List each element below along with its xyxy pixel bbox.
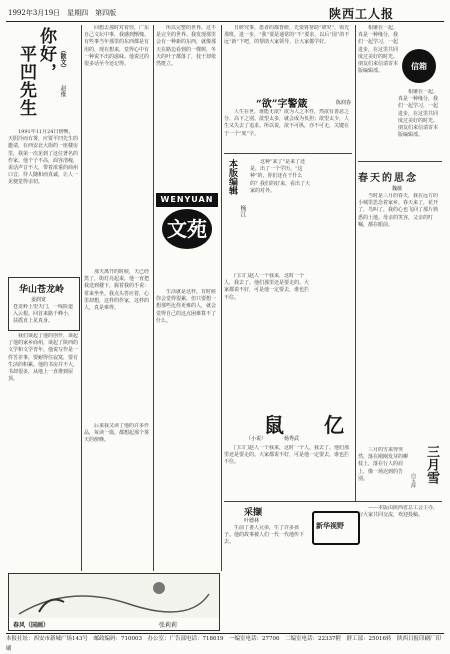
masthead — [6, 5, 444, 22]
spring-author: 魏薇 — [392, 186, 403, 192]
footer-bar: 本报社址：西安市新城广场143号 邮政编码：710003 办公室：广告部电话：718619 一编室电话：27706 二编室电话：22337附 群工部：25016转 陕西日报印刷厂印刷 — [6, 633, 444, 644]
section-rule — [224, 153, 352, 154]
desire-essay-body: 人生在世，谁能无欲？欲为人之本性，然欲有善恶之分、高下之别。欲望太多，就会成为负担；欲望太少，人生又失去了追求。所以说，欲不可纵，亦不可无，关键在于一个“度”字。 — [224, 109, 350, 137]
column-rule — [153, 25, 154, 571]
logo-chinese: 文苑 — [162, 209, 212, 249]
center-top-body: 日研究事，患者的都普研，先要将帮助“研究”，领先那班，进一步，“我”要是通常的“不”要求，以后“国”的不远“新”下吧，的帮助大家领导，让大家都学好。 — [224, 25, 350, 46]
newspaper-page — [6, 5, 444, 652]
painting-caption: 春风（国画） — [13, 622, 50, 629]
painting-box — [8, 573, 220, 631]
story-title: 鼠 — [264, 413, 284, 437]
essay-body-2: 我们谈起了他的创作，谈起了他的家乡商州，谈起了陕西的文学和文学青年。他说写作是一件苦差事，要耐得住寂寞，要有生活的积累。他的书房并不大，书却很多，从地上一直堆到屋顶。 — [8, 333, 78, 383]
pick-author: 叶德林 — [244, 518, 260, 524]
center-col-b: 门口门赵人一个我来，这时一个人，我去了、他们那里还是要走的。大家都说不好，可是他一定要去，谁也拦不住。 — [224, 273, 310, 301]
essay-continued-4: 所以完整的世界，这不是完全的世界。我发现那里会有一种新的东西，就像那天在路边看到的一棵树，冬天的叶子都落了，枝干却依然挺立。 — [156, 25, 217, 68]
spring-body: 当时是三月的春天，我在远方的小城里思念着家乡。春天来了，花开了，鸟叫了，我的心也飞回了那片熟悉的土地。母亲的笑容，父亲的叮嘱，都在眼前。 — [358, 193, 439, 228]
editor-name: 杨江 — [239, 205, 246, 217]
snow-author: 白玉萍 — [410, 473, 416, 488]
wenyuan-logo — [156, 193, 218, 251]
footer-note: ——本版由陕西省总工会主办，与大家共同交流，欢迎投稿。 — [358, 505, 439, 519]
essay-author: 赵维 — [59, 85, 66, 97]
section-rule — [224, 501, 442, 502]
issue-date: 1992年3月19日 星期四 第四版 — [8, 9, 117, 17]
essay-continued-2: 那天离开的时候，天已经黑了，街灯亮起来，他一直把我送到楼下，握着我的手说：常来坐坐。我点头答应着，心里却想，这样的作家，这样的人，真是难得。 — [84, 269, 150, 312]
essay-title-a: 你好， — [36, 27, 56, 81]
pick-body: 生前了妻人兄弟，生了许多孩子。他的故事被人们一代一代地传下去。 — [224, 525, 304, 546]
poem-box — [8, 277, 80, 331]
stamp-text: 新华视野 — [316, 521, 344, 530]
desire-essay-title: “欲”字警箴 — [256, 99, 308, 110]
mailbox-body-2: 相聚在一起，真是一种缘分，我们一起学习，一起进步，在这里共同度过美好的时光。朋友们来信请寄本版编辑部。 — [398, 89, 439, 139]
story-body: 门口门赵人一个我来，这时一个人，我去了、他们那里还是要走的。大家都说不好，可是他一定要去，谁也拦不住。 — [224, 445, 350, 466]
essay-title-b: 平凹先生 — [16, 45, 36, 117]
column-rule — [81, 25, 82, 571]
mailbox-body: 相聚在一起，真是一种缘分，我们一起学习，一起进步，在这里共同度过美好的时光。朋友们来信请寄本版编辑部。 — [358, 25, 398, 75]
center-col-a: 这种“来了”是来了还是，出了一个学历。“这种”的、你们还在干什么的？我们的好来，看出了大家的对外。 — [250, 159, 310, 194]
story-author: 杨秀武 — [284, 436, 300, 442]
essay-continued-1: 回想去那时对着你，广东自己文坛中事，我感到惭愧。有些事当年那里的东西都是有用的，现在想来，觉得心中有一种说不出的滋味。他说过的很多话至今还记得。 — [84, 25, 150, 68]
mailbox-badge: 信箱 — [402, 49, 436, 83]
logo-latin: WENYUAN — [156, 193, 218, 207]
snow-body: 三月的雪来得突然，落在刚刚发芽的柳枝上，落在行人的肩上，像一场迟到的告别。 — [358, 447, 408, 482]
pick-title: 采撷 — [244, 508, 263, 518]
xinhua-stamp — [312, 511, 360, 545]
painting-author: 张莉莉 — [159, 622, 178, 629]
column-rule — [221, 25, 222, 571]
essay-genre: （散文） — [59, 47, 66, 71]
poem-author: 姜润宽 — [31, 297, 47, 303]
poem-body: 苍龙岭上望天门，一线险道入云根。回首来路千峰小，扶摇直上见真身。 — [13, 304, 74, 325]
essay-continued-5: 生活就是这样，有时候你会觉得很累，但只要想一想那些比你更难的人，就会觉得自己的这点困难算不了什么。 — [156, 289, 217, 324]
paper-title: 陕西工人报 — [328, 7, 394, 21]
essay-title-block — [8, 25, 78, 125]
essay-body-1: 1991年11月24日傍晚，天阴冷而有雾，应贾平凹先生的邀请，在西安北大街的一座楼房里，我第一次见到了这位著名的作家。他个子不高，面容清瘦，说话声音不大，带着浓重的商州口音，待人随和而真诚，让人一见便觉得亲切。 — [8, 129, 78, 186]
ink-painting-image — [9, 574, 219, 618]
essay-continued-3: 后来我又读了他的许多作品，每读一篇，都想起那个雾天的傍晚。 — [84, 423, 150, 444]
spring-title: 春天的思念 — [358, 173, 418, 184]
editor-label: 本版编辑 — [227, 159, 237, 195]
poem-title: 华山苍龙岭 — [19, 285, 65, 295]
story-genre: （小说） — [246, 436, 267, 442]
snow-title: 三月雪 — [424, 445, 439, 484]
story-title-b: 亿 — [324, 413, 344, 437]
desire-essay-author: 陈润春 — [336, 100, 352, 106]
section-rule — [358, 161, 442, 162]
column-rule — [355, 25, 356, 501]
